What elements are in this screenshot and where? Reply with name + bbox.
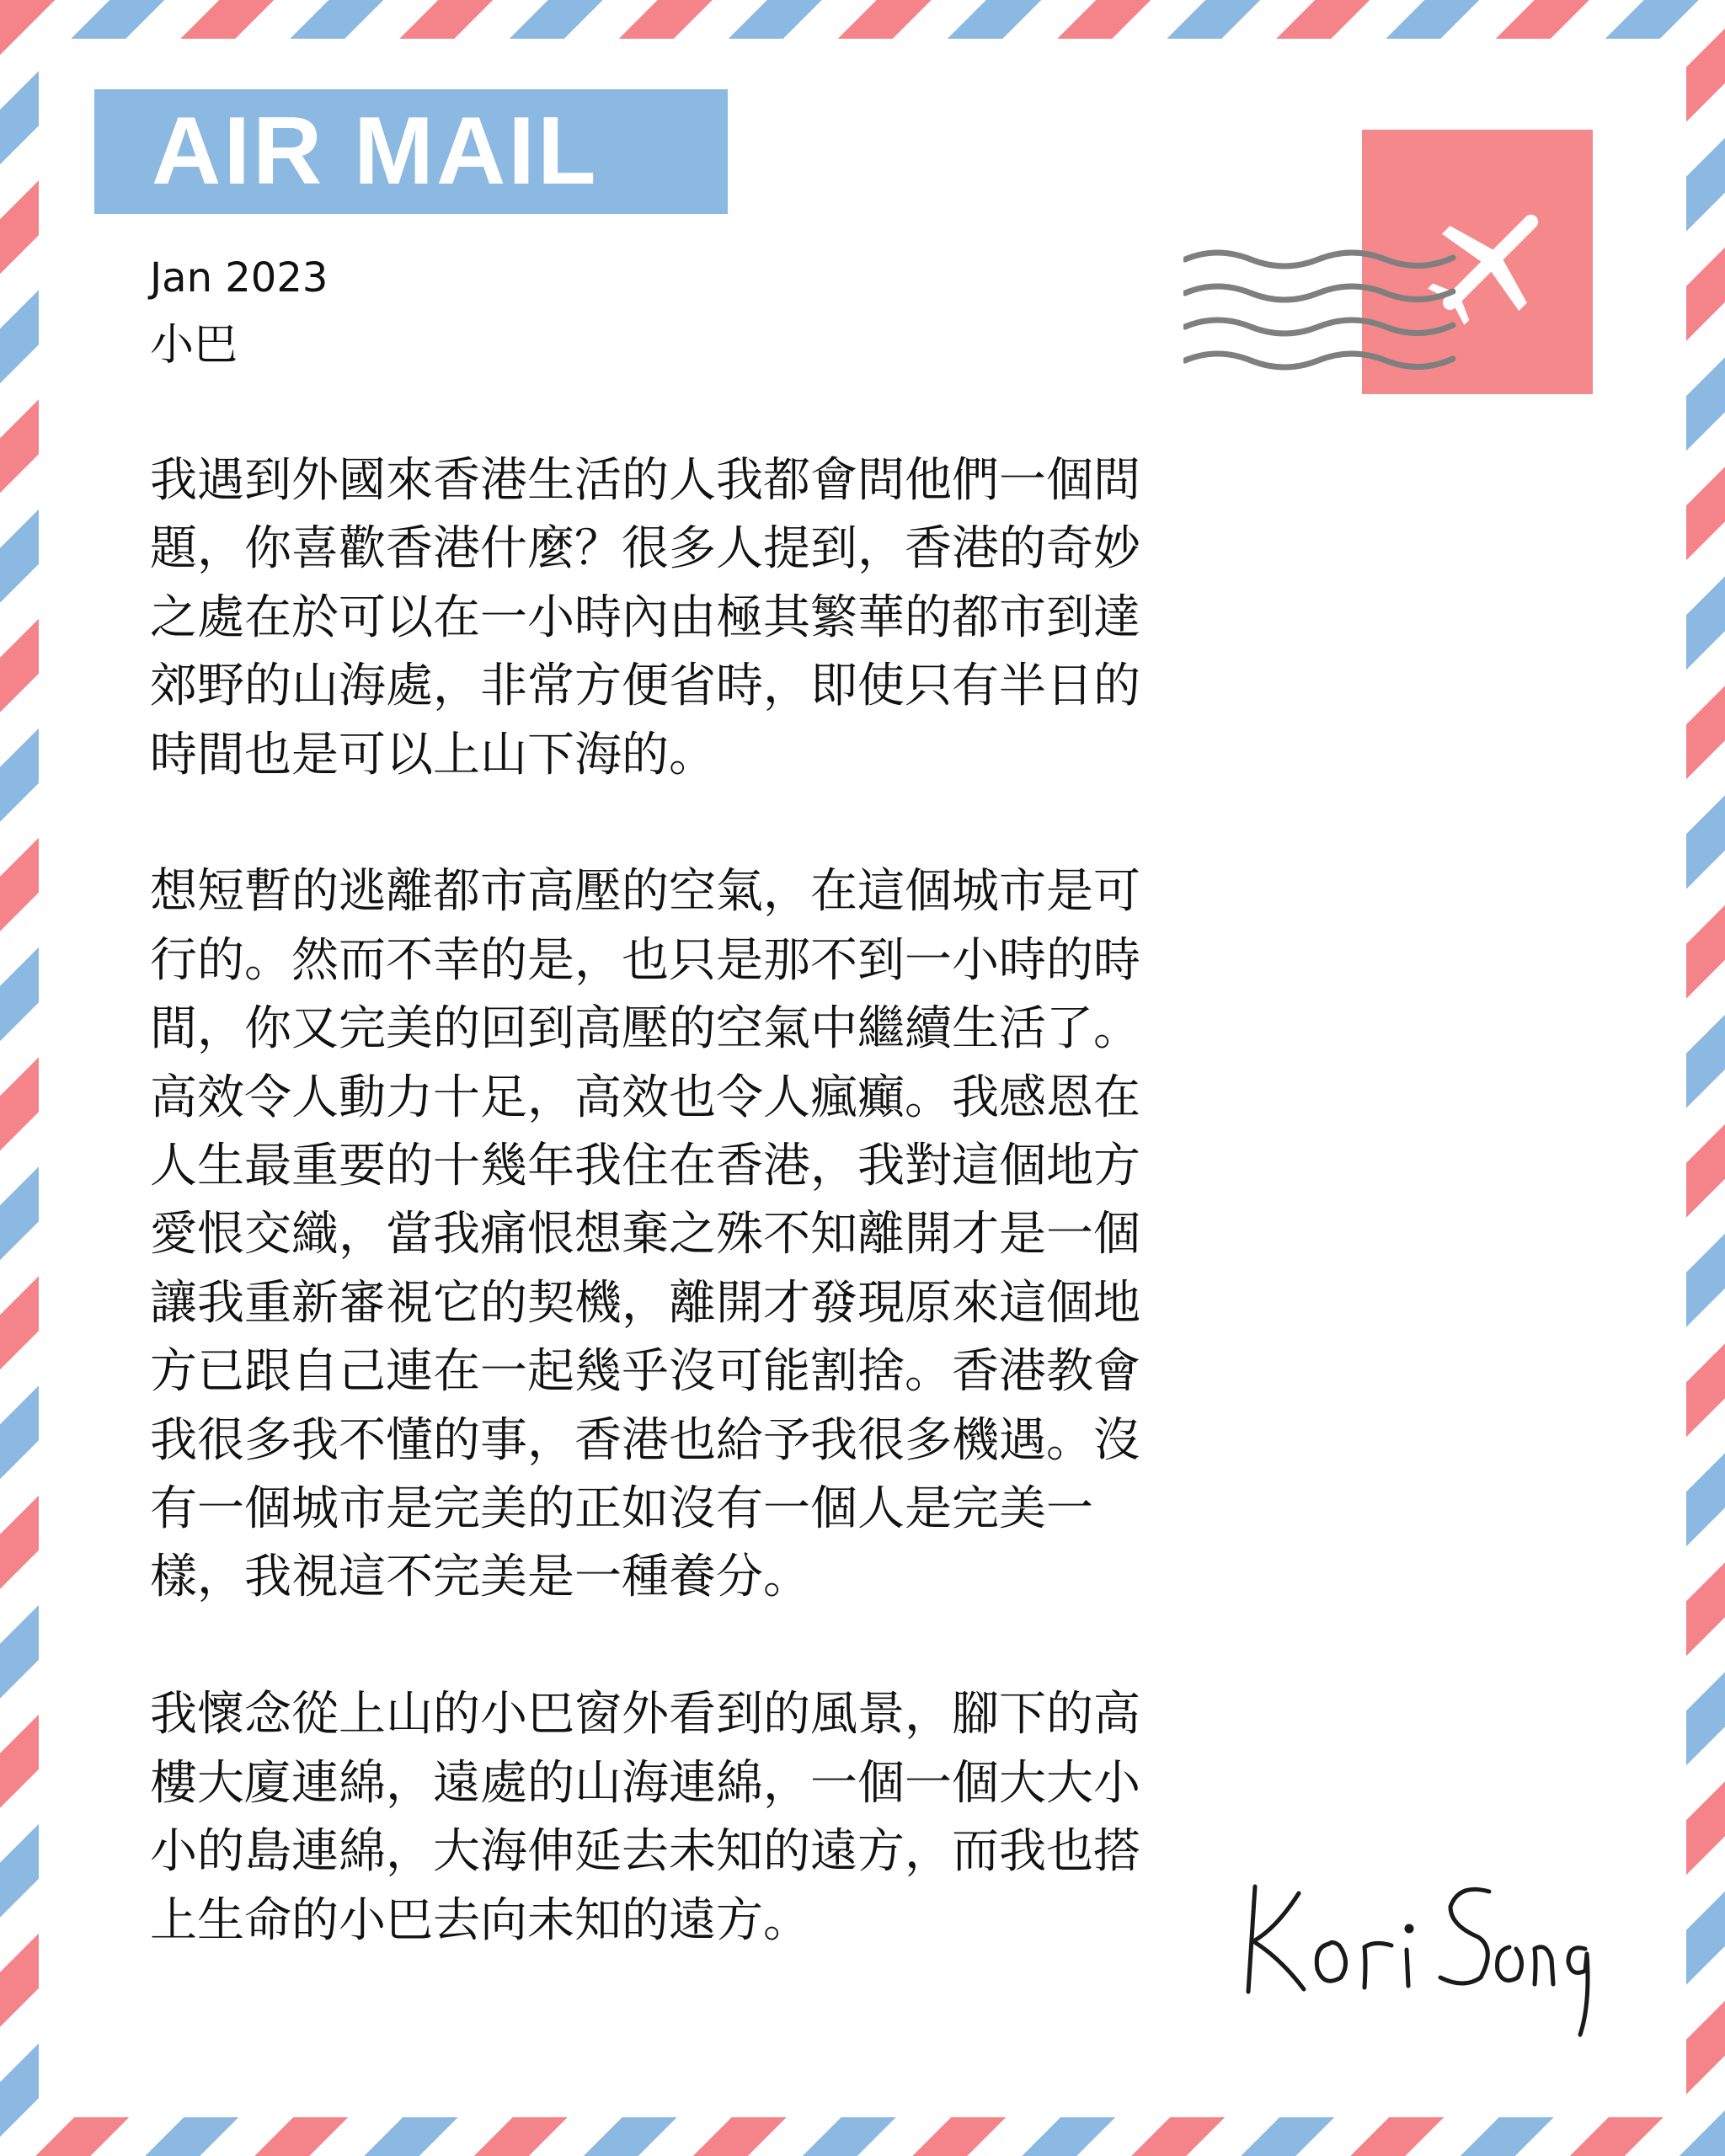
letter-paragraph: 想短暫的逃離都市高壓的空氣，在這個城市是可行的。然而不幸的是，也只是那不到一小時的時間，你又完美的回到高壓的空氣中繼續生活了。高效令人動力十足，高效也令人瘋癲。我感恩在人生最重要的十幾年我住在香港，我對這個地方愛恨交織，當我痛恨想棄之殊不知離開才是一個讓我重新審視它的契機，離開才發現原來這個地方已跟自己連在一起幾乎沒可能割捨。香港教會我很多我不懂的事，香港也給予我很多機遇。沒有一個城市是完美的正如沒有一個人是完美一樣，我視這不完美是一種養分。 [150,864,1140,1605]
airmail-label: AIR MAIL [152,98,599,205]
letter-date: Jan 2023 [150,254,328,302]
letter-body [150,446,1169,2023]
postmark-wavy-lines-icon [1183,234,1470,382]
letter-paragraph: 我懷念從上山的小巴窗外看到的風景，腳下的高樓大廈連綿，遠處的山海連綿，一個一個大大小小的島連綿，大海伸延去未知的遠方，而我也搭上生命的小巴去向未知的遠方。 [150,1687,1140,1948]
handwritten-signature [1238,1836,1600,2047]
letter-recipient: 小巴 [150,320,238,371]
airmail-banner [94,89,728,214]
letter-paragraph: 我遇到外國來香港生活的人我都會問他們一個問題，你喜歡香港什麼？很多人提到，香港的奇妙之處在於可以在一小時內由極其繁華的都市到達郊野的山海處，非常方便省時，即使只有半日的時間也是可以上山下海的。 [150,453,1140,782]
